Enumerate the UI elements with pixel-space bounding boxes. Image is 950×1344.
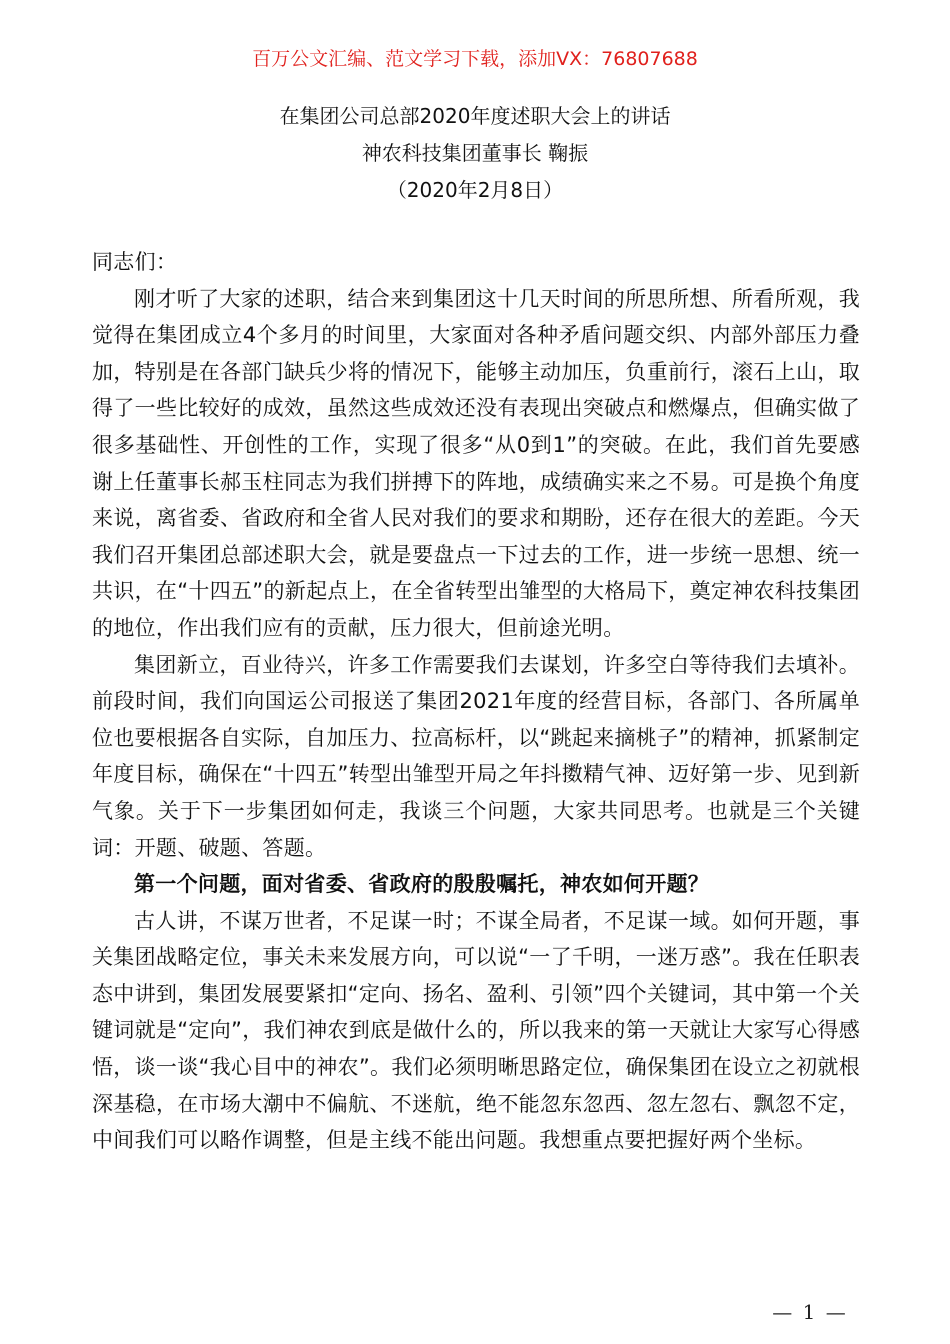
salutation: 同志们：: [92, 250, 178, 274]
paragraph: 古人讲，不谋万世者，不足谋一时；不谋全局者，不足谋一域。如何开题，事关集团战略定位，事关未来发展方向，可以说“一了千明，一迷万惑”。我在任职表态中讲到，集团发展要紧扣“定向、扬名、盈利、引领”四个关键词，其中第一个关键词就是“定向”，我们神农到底是做什么的，所以我来的第一天就让大家写心得感悟，谈一谈“我心目中的神农”。我们必须明晰思路定位，确保集团在设立之初就根深基稳，在市场大潮中不偏航、不迷航，绝不能忽东忽西、忽左忽右、飘忽不定，中间我们可以略作调整，但是主线不能出问题。我想重点要把握好两个坐标。: [92, 908, 860, 1153]
speaker-line: 神农科技集团董事长 鞠振: [361, 141, 589, 165]
document-title: 在集团公司总部2020年度述职大会上的讲话: [279, 104, 671, 128]
section-heading: 第一个问题，面对省委、省政府的殷殷嘱托，神农如何开题？: [134, 872, 710, 897]
speech-date: （2020年2月8日）: [386, 178, 564, 202]
paragraph: 集团新立，百业待兴，许多工作需要我们去谋划，许多空白等待我们去填补。前段时间，我们向国运公司报送了集团2021年度的经营目标，各部门、各所属单位也要根据各自实际，自加压力、拉高标杆，以“跳起来摘桃子”的精神，抓紧制定年度目标，确保在“十四五”转型出雏型开局之年抖擞精气神、迈好第一步、见到新气象。关于下一步集团如何走，我谈三个问题，大家共同思考。也就是三个关键词：开题、破题、答题。: [92, 652, 860, 860]
watermark-banner: 百万公文汇编、范文学习下载，添加VX：76807688: [252, 48, 698, 70]
document-header: [0, 98, 950, 209]
document-body: [92, 244, 860, 1159]
page-number: — 1 —: [772, 1300, 848, 1324]
paragraph: 刚才听了大家的述职，结合来到集团这十几天时间的所思所想、所看所观，我觉得在集团成立4个多月的时间里，大家面对各种矛盾问题交织、内部外部压力叠加，特别是在各部门缺兵少将的情况下，能够主动加压，负重前行，滚石上山，取得了一些比较好的成效，虽然这些成效还没有表现出突破点和燃爆点，但确实做了很多基础性、开创性的工作，实现了很多“从0到1”的突破。在此，我们首先要感谢上任董事长郝玉柱同志为我们拼搏下的阵地，成绩确实来之不易。可是换个角度来说，离省委、省政府和全省人民对我们的要求和期盼，还存在很大的差距。今天我们召开集团总部述职大会，就是要盘点一下过去的工作，进一步统一思想、统一共识，在“十四五”的新起点上，在全省转型出雏型的大格局下，奠定神农科技集团的地位，作出我们应有的贡献，压力很大，但前途光明。: [92, 286, 860, 640]
